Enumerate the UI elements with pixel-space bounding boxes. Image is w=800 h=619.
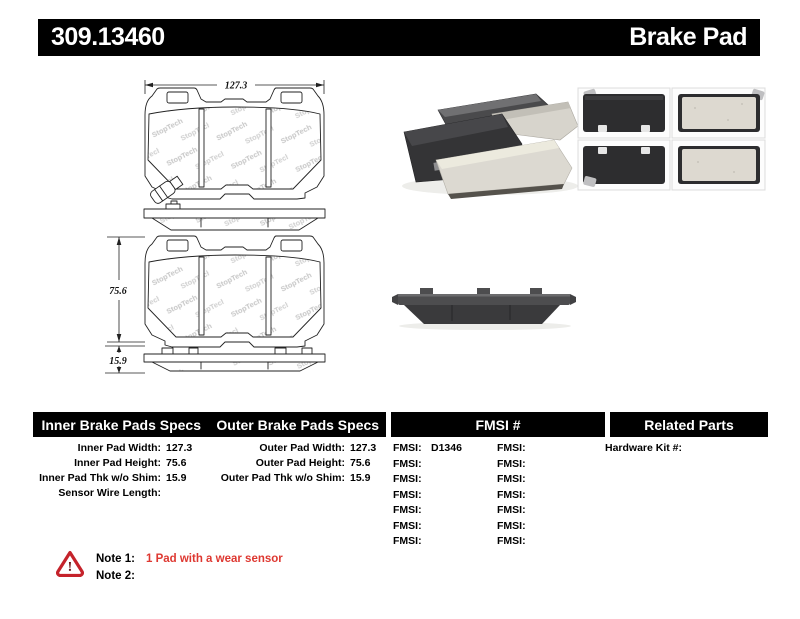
spec-value: 75.6: [166, 457, 187, 469]
fmsi-row: [393, 534, 493, 550]
fmsi-label: FMSI:: [393, 442, 422, 454]
fmsi-label: FMSI:: [497, 519, 526, 532]
note-1: [96, 553, 283, 565]
warning-triangle-icon: [56, 550, 84, 577]
svg-text:!: !: [67, 560, 73, 575]
product-name: Brake Pad: [629, 23, 747, 51]
fmsi-row: [497, 503, 597, 519]
spec-label: Inner Pad Thk w/o Shim:: [39, 472, 161, 484]
note-1-label: Note 1:: [96, 553, 135, 565]
spec-row: [33, 486, 193, 501]
fmsi-label: FMSI:: [393, 473, 422, 485]
fmsi-value: D1346: [431, 442, 462, 454]
spec-label: Outer Pad Width:: [259, 442, 345, 454]
inner-specs-column: [33, 441, 193, 501]
title-bar: [38, 19, 760, 56]
spec-label: Inner Pad Height:: [74, 457, 161, 469]
fmsi-label: FMSI:: [497, 488, 526, 501]
technical-drawing: [55, 70, 395, 380]
product-photos: [390, 80, 775, 335]
inner-specs-header: Inner Brake Pads Specs: [41, 416, 202, 433]
related-parts-header: Related Parts: [644, 416, 734, 433]
note-1-text: 1 Pad with a wear sensor: [145, 553, 283, 565]
pad-edge-photo: [392, 288, 576, 330]
part-number: 309.13460: [51, 23, 165, 51]
dim-height-label: 75.6: [109, 286, 127, 297]
fmsi-label: FMSI:: [393, 457, 422, 470]
brake-pads-photo: [402, 94, 578, 199]
fmsi-row: [393, 519, 493, 535]
fmsi-row: [497, 519, 597, 535]
fmsi-left-column: [393, 441, 493, 550]
related-parts-column: [605, 441, 770, 456]
fmsi-row: [497, 472, 597, 488]
brake-pads-grid-photo: [578, 88, 765, 190]
spec-value: 15.9: [166, 472, 187, 484]
note-2-label: Note 2:: [96, 570, 135, 582]
related-part-label: Hardware Kit #:: [605, 442, 683, 454]
outer-specs-header: Outer Brake Pads Specs: [216, 416, 380, 433]
spec-row: [193, 471, 379, 486]
fmsi-label: FMSI:: [393, 504, 422, 516]
fmsi-header: FMSI #: [475, 416, 521, 433]
spec-row: [193, 441, 379, 456]
spec-label: Sensor Wire Length:: [58, 487, 161, 499]
related-parts-header-bar: [610, 412, 768, 437]
fmsi-label: FMSI:: [497, 504, 526, 516]
fmsi-row: [497, 441, 597, 457]
fmsi-row: [497, 457, 597, 473]
spec-value: 127.3: [166, 442, 193, 454]
spec-value: 15.9: [350, 472, 371, 484]
fmsi-label: FMSI:: [497, 473, 526, 485]
pad-front-view-2: [145, 236, 324, 347]
note-2: [96, 570, 146, 582]
fmsi-header-bar: [391, 412, 605, 437]
spec-label: Inner Pad Width:: [77, 442, 161, 454]
fmsi-row: [393, 472, 493, 488]
fmsi-row: [393, 488, 493, 504]
spec-label: Outer Pad Thk w/o Shim:: [220, 472, 345, 484]
fmsi-row: [393, 441, 493, 457]
spec-row: [33, 456, 193, 471]
fmsi-row: [393, 503, 493, 519]
fmsi-row: [497, 534, 597, 550]
specs-header-bar: [33, 412, 386, 437]
spec-value: 75.6: [350, 457, 371, 469]
pad-edge-view-1: [144, 201, 325, 230]
fmsi-row: [393, 457, 493, 473]
spec-row: [33, 441, 193, 456]
fmsi-label: FMSI:: [497, 442, 526, 454]
fmsi-row: [497, 488, 597, 504]
spec-label: Outer Pad Height:: [255, 457, 345, 469]
spec-row: [193, 456, 379, 471]
spec-row: [33, 471, 193, 486]
dim-thickness-label: 15.9: [109, 356, 127, 367]
dimension-height: [107, 237, 145, 342]
fmsi-right-column: [497, 441, 597, 550]
dim-width-label: 127.3: [224, 80, 248, 92]
fmsi-label: FMSI:: [393, 535, 422, 547]
fmsi-label: FMSI:: [393, 519, 422, 532]
spec-value: 127.3: [350, 442, 377, 454]
fmsi-label: FMSI:: [393, 488, 422, 501]
fmsi-label: FMSI:: [497, 535, 526, 547]
fmsi-label: FMSI:: [497, 457, 526, 470]
related-part-row: [605, 441, 770, 456]
dimension-thickness: [105, 346, 145, 373]
pad-edge-view-2: [144, 348, 325, 371]
outer-specs-column: [193, 441, 379, 486]
